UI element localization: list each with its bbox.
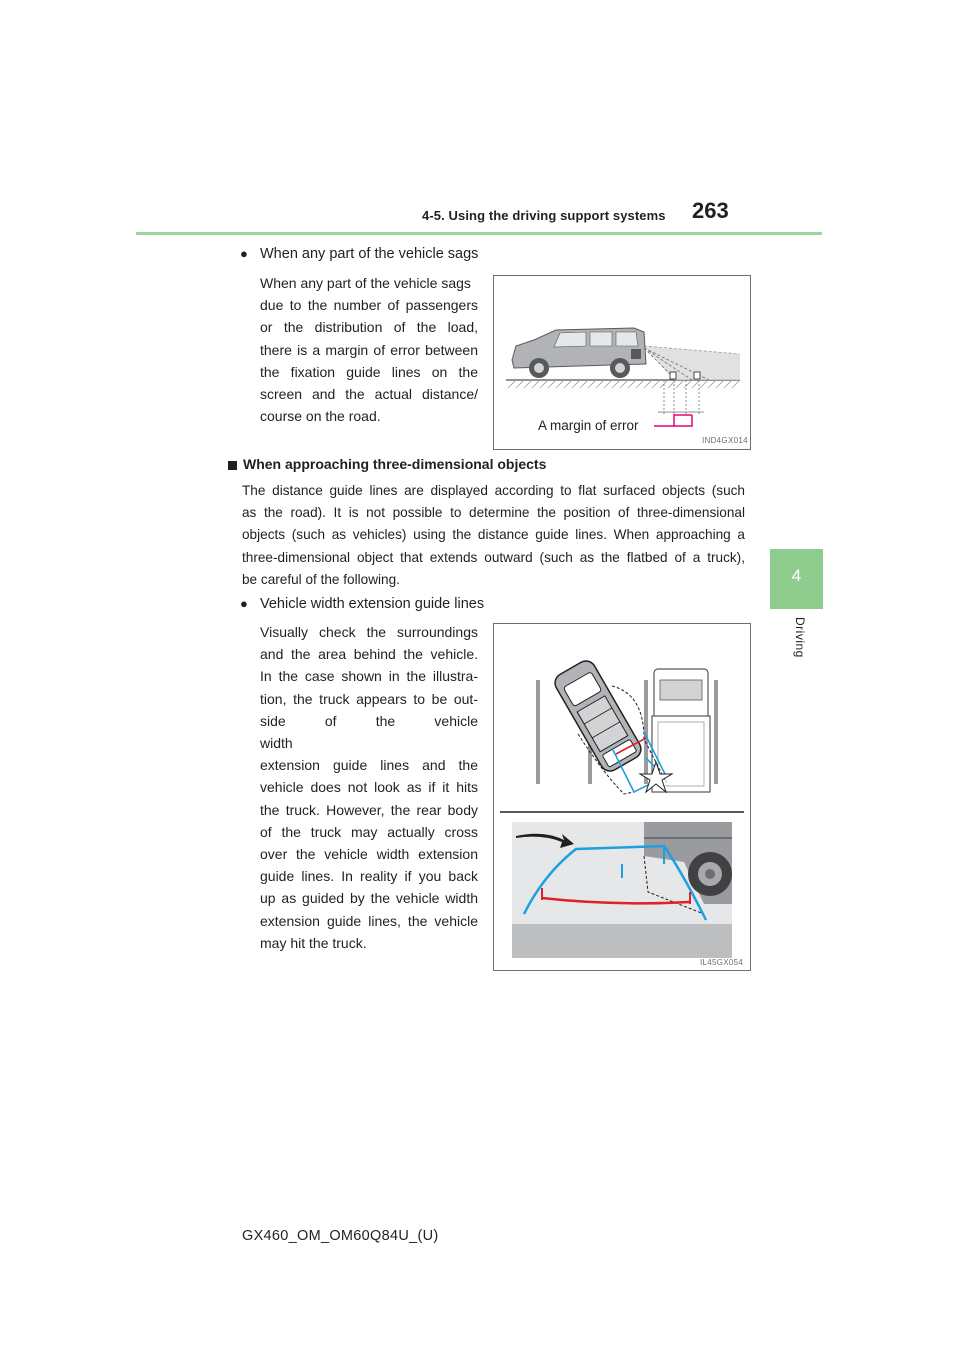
section-title: 4-5. Using the driving support systems (422, 208, 666, 223)
width-line: may hit the truck. (260, 934, 367, 951)
sag-line: there is a margin of error between (260, 341, 478, 358)
sag-line: or the distribution of the load, (260, 319, 478, 336)
sag-line: screen and the actual distance/ (260, 386, 478, 403)
width-line: the truck. However, the rear body (260, 801, 478, 818)
sag-heading: When any part of the vehicle sags (260, 246, 479, 262)
width-illustration (493, 623, 751, 971)
three-d-line: be careful of the following. (242, 571, 400, 587)
figure-caption: A margin of error (538, 418, 639, 433)
three-d-line: objects (such as vehicles) using the distance guide lines. When approaching a (242, 527, 745, 543)
sag-line: When any part of the vehicle sags (260, 275, 471, 291)
header-divider (136, 232, 822, 235)
chapter-number: 4 (791, 566, 802, 585)
width-line: tion, the truck appears to be out- (260, 690, 478, 707)
width-line: over the vehicle width extension (260, 846, 478, 863)
bullet-icon: ● (240, 246, 248, 261)
chapter-label: Driving (793, 617, 807, 658)
width-illustration-drawing (494, 624, 750, 970)
three-d-paragraph (242, 480, 745, 591)
width-line: Visually check the surroundings (260, 624, 478, 640)
sag-paragraph (260, 272, 478, 427)
bullet-icon: ● (240, 596, 248, 611)
page-number: 263 (692, 198, 729, 223)
section-square-icon (228, 461, 237, 470)
width-line: of the truck may actually cross (260, 823, 478, 840)
document-code: GX460_OM_OM60Q84U_(U) (242, 1228, 439, 1244)
sag-line: the fixation guide lines on the (260, 363, 478, 380)
sag-line: course on the road. (260, 408, 381, 425)
width-line: In the case shown in the illustra- (260, 668, 478, 685)
width-line: and the area behind the vehicle. (260, 646, 478, 663)
three-d-line: as the road). It is not possible to determine the position of three-dimensional (242, 505, 745, 521)
width-line: vehicle does not look as if it hits (260, 779, 478, 796)
width-line: extension guide lines, the vehicle (260, 912, 478, 929)
sag-line: due to the number of passengers (260, 297, 478, 314)
width-line: up as guided by the vehicle width (260, 890, 478, 907)
width-paragraph (260, 621, 478, 954)
width-heading: Vehicle width extension guide lines (260, 596, 485, 612)
width-line: side of the vehicle width (260, 712, 478, 752)
figure-code: IL45GX054 (700, 958, 744, 967)
width-line: extension guide lines and the (260, 757, 478, 774)
figure-code: IND4GX014 (702, 436, 748, 445)
three-d-line: three-dimensional object that extends outward (such as the flatbed of a truck), (242, 549, 745, 565)
three-d-line: The distance guide lines are displayed according to flat surfaced objects (such (242, 483, 745, 498)
width-line: guide lines. In reality if you back (260, 868, 478, 885)
three-d-heading: When approaching three-dimensional objects (243, 456, 547, 472)
sag-illustration (493, 275, 751, 450)
